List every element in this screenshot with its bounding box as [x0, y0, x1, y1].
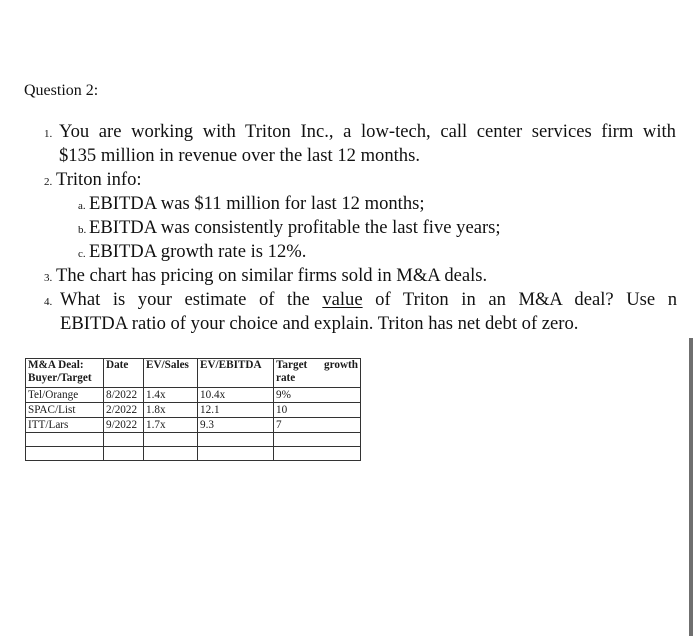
- cell-ev-sales: 1.4x: [144, 388, 198, 403]
- ma-deals-table: [25, 358, 361, 461]
- cell-date: 8/2022: [104, 388, 144, 403]
- item-2-marker: 2.: [44, 176, 53, 188]
- item-3-text: The chart has pricing on similar firms sold in M&A deals.: [56, 265, 488, 286]
- subitem-a-text: EBITDA was $11 million for last 12 months;: [89, 193, 425, 214]
- item-3-marker: 3.: [44, 272, 53, 284]
- cell-ev-ebitda: [198, 447, 274, 461]
- cell-growth: 7: [274, 418, 361, 433]
- header-ev-sales: EV/Sales: [144, 359, 198, 388]
- page-edge-shadow: [689, 338, 693, 636]
- cell-date: 2/2022: [104, 403, 144, 418]
- table-row: [26, 388, 361, 403]
- cell-growth: [274, 447, 361, 461]
- cell-ev-sales: [144, 433, 198, 447]
- item-1-line-2: $135 million in revenue over the last 12 months.: [59, 145, 420, 166]
- cell-ev-sales: 1.7x: [144, 418, 198, 433]
- subitem-b-marker: b.: [78, 224, 87, 236]
- item-4-line-1: What is your estimate of the value of Triton in an M&A deal? Use n: [60, 289, 677, 310]
- header-ev-ebitda: EV/EBITDA: [198, 359, 274, 388]
- header-deal: M&A Deal: Buyer/Target: [26, 359, 104, 388]
- cell-deal: Tel/Orange: [26, 388, 104, 403]
- cell-date: [104, 447, 144, 461]
- cell-ev-sales: 1.8x: [144, 403, 198, 418]
- header-target-growth: Target growth rate: [274, 359, 361, 388]
- cell-growth: 10: [274, 403, 361, 418]
- cell-ev-ebitda: [198, 433, 274, 447]
- header-date: Date: [104, 359, 144, 388]
- table-header-row: [26, 359, 361, 388]
- cell-date: 9/2022: [104, 418, 144, 433]
- item-4-line-2: EBITDA ratio of your choice and explain. Triton has net debt of zero.: [60, 313, 579, 334]
- cell-deal: [26, 433, 104, 447]
- subitem-a-marker: a.: [78, 200, 86, 212]
- item-1-marker: 1.: [44, 128, 53, 140]
- table-row: [26, 447, 361, 461]
- subitem-b-text: EBITDA was consistently profitable the last five years;: [89, 217, 501, 238]
- cell-deal: ITT/Lars: [26, 418, 104, 433]
- item-4-marker: 4.: [44, 296, 53, 308]
- table-row: [26, 433, 361, 447]
- cell-ev-ebitda: 9.3: [198, 418, 274, 433]
- subitem-c-marker: c.: [78, 248, 86, 260]
- table-row: [26, 418, 361, 433]
- cell-ev-ebitda: 12.1: [198, 403, 274, 418]
- cell-ev-sales: [144, 447, 198, 461]
- item-2-text: Triton info:: [56, 169, 142, 190]
- subitem-c-text: EBITDA growth rate is 12%.: [89, 241, 307, 262]
- underlined-value-word: value: [322, 289, 363, 310]
- question-heading: Question 2:: [24, 82, 99, 99]
- cell-growth: [274, 433, 361, 447]
- cell-ev-ebitda: 10.4x: [198, 388, 274, 403]
- cell-deal: SPAC/List: [26, 403, 104, 418]
- table-row: [26, 403, 361, 418]
- cell-deal: [26, 447, 104, 461]
- cell-date: [104, 433, 144, 447]
- cell-growth: 9%: [274, 388, 361, 403]
- item-1-line-1: You are working with Triton Inc., a low-tech, call center services firm with: [59, 121, 676, 142]
